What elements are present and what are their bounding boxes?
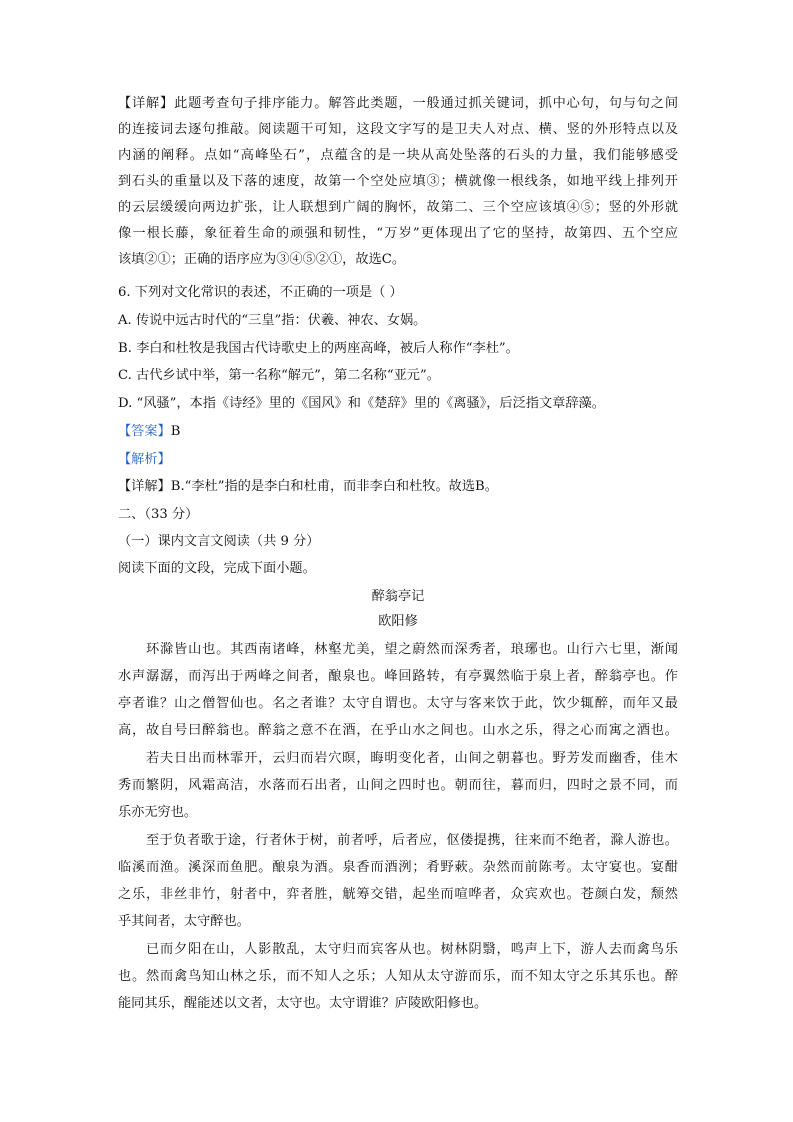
- analysis-tag: 【解析】: [118, 452, 171, 467]
- question-stem: 6. 下列对文化常识的表述，不正确的一项是（ ）: [118, 285, 403, 300]
- explanation-line: [118, 94, 678, 114]
- explanation-text: 此题考查句子排序能力。解答此类题，一般通过抓关键词，抓中心句，句与句之间: [174, 96, 679, 111]
- instruction: 阅读下面的文段，完成下面小题。: [118, 561, 316, 576]
- passage-line: 高，故自号曰醉翁也。醉翁之意不在酒，在乎山水之间也。山水之乐，得之心而寓之酒也。: [118, 723, 678, 738]
- detail-line: [118, 477, 678, 497]
- explanation-line: 该填②①；正确的语序应为③④⑤②①，故选C。: [118, 252, 406, 267]
- option-c: C. 古代乡试中举，第一名称“解元”，第二名称“亚元”。: [118, 368, 440, 383]
- passage-line: 亭者谁？山之僧智仙也。名之者谁？太守自谓也。太守与客来饮于此，饮少辄醉，而年又最: [118, 696, 678, 711]
- passage-line: 之乐，非丝非竹，射者中，弈者胜，觥筹交错，起坐而喧哗者，众宾欢也。苍颜白发，颓然: [118, 887, 678, 902]
- section-subheading: （一）课内文言文阅读（共 9 分）: [118, 534, 320, 549]
- section-heading: 二、（33 分）: [118, 507, 199, 522]
- explanation-line: 到石头的重量以及下落的速度，故第一个空处应填③；横就像一根线条，如地平线上排列开: [118, 174, 678, 189]
- passage-line: 若夫日出而林霏开，云归而岩穴暝，晦明变化者，山间之朝暮也。野芳发而幽香，佳木: [146, 751, 678, 766]
- passage-author: 欧阳修: [378, 614, 418, 629]
- passage-line: 至于负者歌于途，行者休于树，前者呼，后者应，伛偻提携，往来而不绝者，滁人游也。: [146, 833, 678, 848]
- passage-line: 环滁皆山也。其西南诸峰，林壑尤美，望之蔚然而深秀者，琅琊也。山行六七里，渐闻: [146, 642, 678, 657]
- explanation-line: 像一根长藤，象征着生命的顽强和韧性，“万岁”更体现出了它的坚持，故第四、五个空应: [118, 226, 678, 241]
- passage-line: 乐亦无穷也。: [118, 805, 198, 820]
- passage-line: 也。然而禽鸟知山林之乐，而不知人之乐；人知从太守游而乐，而不知太守之乐其乐也。醉: [118, 969, 678, 984]
- passage-title: 醉翁亭记: [371, 589, 425, 604]
- passage-line: 秀而繁阴，风霜高洁，水落而石出者，山间之四时也。朝而往，暮而归，四时之景不同，而: [118, 778, 678, 793]
- detail-text: B.“李杜”指的是李白和杜甫，而非李白和杜牧。故选B。: [170, 479, 498, 494]
- answer-value: B: [170, 424, 181, 439]
- passage-line: 能同其乐，醒能述以文者，太守也。太守谓谁？庐陵欧阳修也。: [118, 996, 488, 1011]
- detail-tag: 【详解】: [118, 96, 175, 111]
- explanation-line: 的云层缓缓向两边扩张，让人联想到广阔的胸怀，故第二、三个空应该填④⑤；竖的外形就: [118, 200, 678, 215]
- passage-line: 乎其间者，太守醉也。: [118, 914, 250, 929]
- detail-tag: 【详解】: [118, 479, 171, 494]
- answer-tag: 【答案】: [118, 424, 171, 439]
- passage-line: 已而夕阳在山，人影散乱，太守归而宾客从也。树林阴翳，鸣声上下，游人去而禽鸟乐: [146, 942, 678, 957]
- passage-line: 临溪而渔。溪深而鱼肥。酿泉为酒。泉香而酒洌；肴野蔌。杂然而前陈考。太守宴也。宴酣: [118, 860, 678, 875]
- passage-line: 水声潺潺，而泻出于两峰之间者，酿泉也。峰回路转，有亭翼然临于泉上者，醉翁亭也。作: [118, 669, 678, 684]
- option-a: A. 传说中远古时代的“三皇”指：伏羲、神农、女娲。: [118, 313, 427, 328]
- explanation-line: 的连接词去逐句推敲。阅读题干可知，这段文字写的是卫夫人对点、横、竖的外形特点以及: [118, 122, 678, 137]
- option-d: D. “风骚”，本指《诗经》里的《国风》和《楚辞》里的《离骚》，后泛指文章辞藻。: [118, 396, 605, 411]
- option-b: B. 李白和杜牧是我国古代诗歌史上的两座高峰，被后人称作“李杜”。: [118, 341, 519, 356]
- explanation-line: 内涵的阐释。点如“高峰坠石”，点蕴含的是一块从高处坠落的石头的力量，我们能够感受: [118, 148, 678, 163]
- answer-line: [118, 422, 678, 442]
